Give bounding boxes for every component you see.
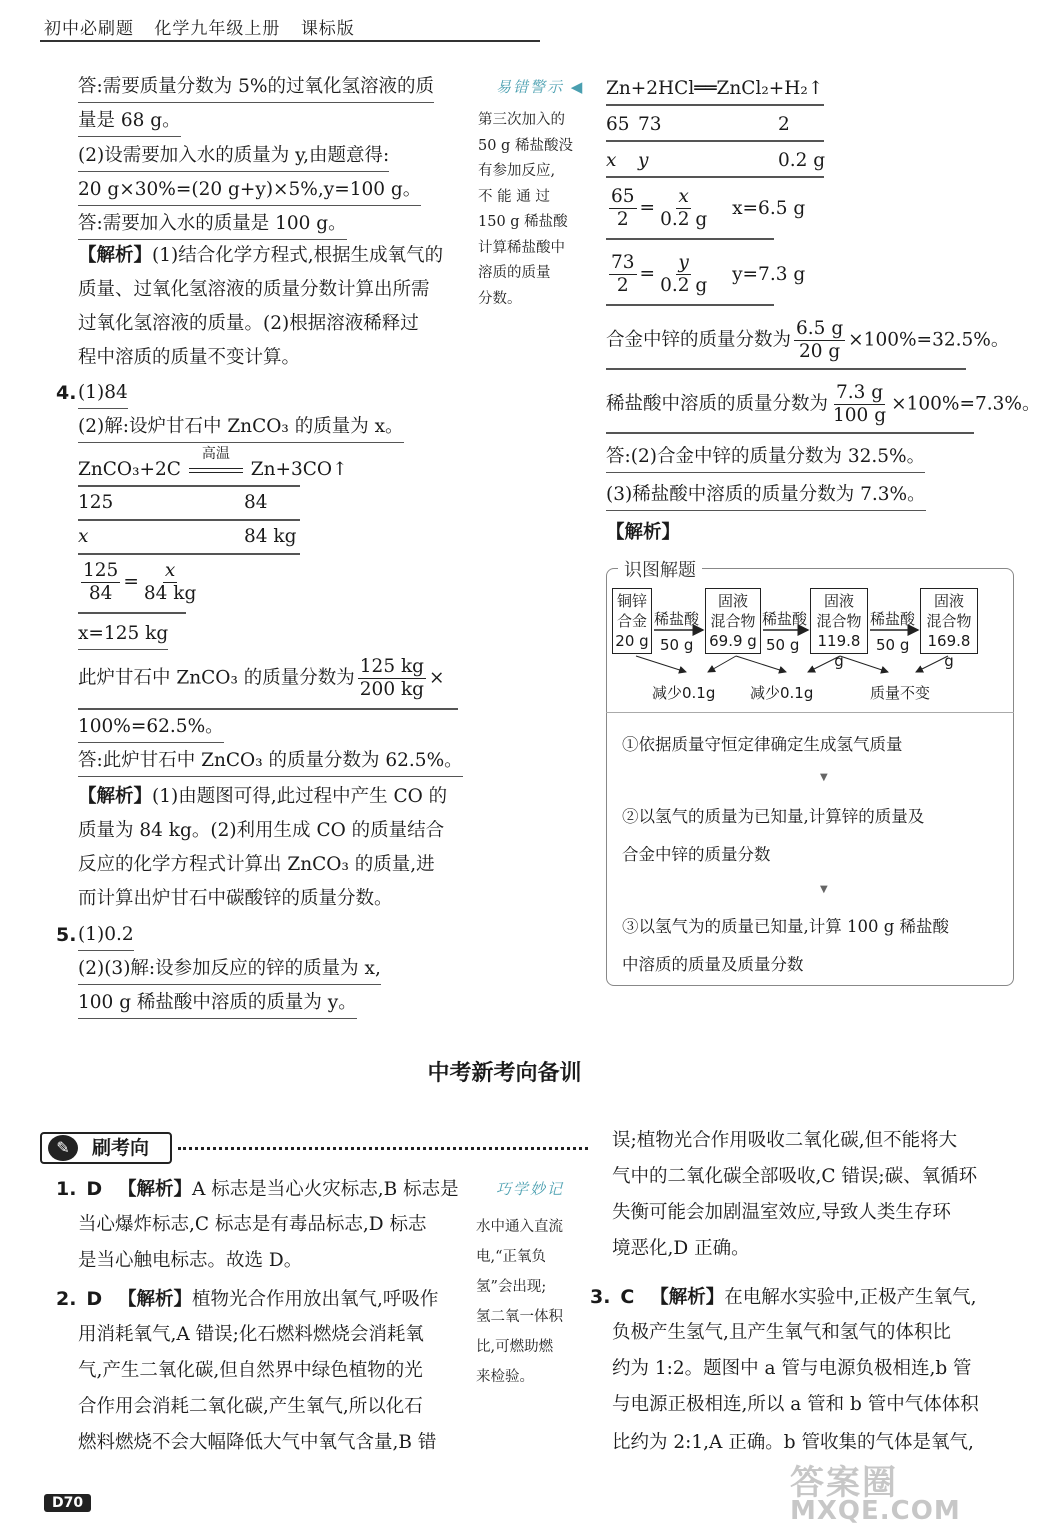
answer-line: (1)0.2: [78, 922, 134, 951]
equation-rule: [606, 304, 774, 306]
arrow-diagonal: [708, 656, 736, 672]
equation-rule: [606, 104, 824, 106]
box-line: 固液: [717, 592, 748, 610]
chemical-equation: Zn+2HCl══ZnCl₂+H₂↑: [606, 78, 824, 99]
question-number: 2.: [56, 1288, 77, 1310]
result-line: x=125 kg: [78, 621, 168, 650]
step-line: 中溶质的质量及质量分数: [622, 955, 804, 974]
analysis-text: (1)由题图可得,此过程中产生 CO 的: [152, 786, 448, 807]
equation-rule: [606, 238, 774, 240]
equation-rule: [78, 519, 300, 521]
analysis-line: 程中溶质的质量不变计算。: [78, 347, 301, 368]
arrow-diagonal: [808, 656, 840, 672]
step-line: ③以氢气为的质量已知量,计算 100 g 稀盐酸: [622, 917, 950, 936]
analysis-text: A 标志是当心火灾标志,B 标志是: [192, 1179, 459, 1200]
sidenote-line: 比,可燃助燃: [476, 1339, 554, 1355]
watermark-url: MXQE.COM: [790, 1496, 961, 1526]
answer-line: 答:需要质量分数为 5%的过氧化氢溶液的质: [78, 74, 434, 103]
sidenote-line: 第三次加入的: [478, 112, 565, 128]
question-number: 5.: [56, 924, 77, 946]
numerator: x: [164, 560, 176, 581]
equation-rule: [606, 432, 974, 434]
denominator: 84: [88, 583, 113, 604]
equation-rule: [78, 612, 186, 614]
unknown-value: x: [606, 150, 617, 171]
arrow-amount: 50 g: [876, 636, 910, 654]
equation-reactants: ZnCO₃+2C: [78, 459, 181, 480]
chemical-equation: [78, 446, 348, 483]
answer-line: 量是 68 g。: [78, 108, 181, 137]
equals: =: [123, 571, 139, 593]
equation-rule: [606, 140, 824, 142]
analysis-line: 境恶化,D 正确。: [612, 1238, 750, 1259]
answer-choice: D: [86, 1178, 103, 1200]
ratio-value: 2: [778, 114, 790, 135]
equation-rule: [606, 176, 824, 178]
analysis-line: 失衡可能会加剧温室效应,导致人类生存环: [612, 1202, 951, 1223]
analysis-line: 用消耗氧气,A 错误;化石燃料燃烧会消耗氧: [78, 1324, 424, 1345]
solution-line: (2)(3)解:设参加反应的锌的质量为 x,: [78, 956, 381, 985]
equation-rule: [78, 485, 300, 487]
page-number: D70: [44, 1494, 91, 1512]
denominator: 2: [616, 275, 629, 296]
times-sign: ×: [429, 667, 445, 689]
result-line: 100%=62.5%。: [78, 714, 224, 743]
mass-fraction-line: [606, 318, 1009, 363]
analysis-line: 而计算出炉甘石中碳酸锌的质量分数。: [78, 888, 393, 909]
dotted-divider: [178, 1147, 588, 1150]
analysis-tag: 【解析】: [606, 522, 681, 543]
subject-title: 化学九年级上册: [154, 19, 281, 39]
unknown-value: y: [638, 150, 649, 171]
mass-fraction-result: ×100%=32.5%。: [848, 329, 1010, 351]
analysis-line: 比约为 2:1,A 正确。b 管收集的气体是氧气,: [612, 1432, 974, 1453]
analysis-line: 气,产生二氧化碳,但自然界中绿色植物的光: [78, 1360, 423, 1381]
known-value: 84 kg: [244, 526, 297, 547]
known-value: 0.2 g: [778, 150, 826, 171]
denominator: 0.2 g: [660, 209, 708, 230]
box-line: 69.9 g: [709, 632, 757, 650]
equation-rule: [78, 708, 458, 710]
mass-fraction-text: 稀盐酸中溶质的质量分数为: [606, 393, 829, 415]
question-number: 1.: [56, 1178, 77, 1200]
solution-line: 100 g 稀盐酸中溶质的质量为 y。: [78, 990, 357, 1019]
box-line: 固液: [823, 592, 854, 610]
numerator: 7.3 g: [835, 382, 884, 403]
diagram-divider: [606, 712, 1014, 713]
change-label: 减少0.1g: [750, 684, 814, 702]
arrow-label: 稀盐酸: [654, 610, 700, 628]
analysis-tag: 【解析】: [118, 1289, 193, 1310]
result-value: x=6.5 g: [732, 197, 806, 219]
analysis-line: 质量、过氧化氢溶液的质量分数计算出所需: [78, 279, 430, 300]
unknown-value: x: [78, 526, 89, 547]
sidenote-line: 氢”会出现;: [476, 1279, 547, 1295]
step-line: ①依据质量守恒定律确定生成氢气质量: [622, 735, 903, 754]
question-line: [56, 1286, 438, 1313]
sidenote-line: 水中通入直流: [476, 1219, 563, 1235]
question-number: 4.: [56, 382, 77, 404]
numerator: 125 kg: [359, 656, 425, 677]
sidenote-body: [476, 1212, 563, 1392]
sidenote-line: 150 g 稀盐酸: [478, 214, 568, 230]
badge-label: 刷考向: [92, 1137, 150, 1159]
step-line: 合金中锌的质量分数: [622, 845, 771, 864]
sidenote-line: 分数。: [478, 290, 522, 307]
arrow-amount: 50 g: [766, 636, 800, 654]
sidenote-line: 有参加反应,: [478, 163, 556, 179]
ratio-value: 125: [78, 492, 114, 513]
analysis-line: 负极产生氢气,且产生氧气和氢气的体积比: [612, 1322, 951, 1343]
change-label: 减少0.1g: [652, 684, 716, 702]
answer-choice: D: [86, 1288, 103, 1310]
ratio-value: 84: [244, 492, 268, 513]
answer-line: (3)稀盐酸中溶质的质量分数为 7.3%。: [606, 482, 926, 511]
numerator: y: [678, 252, 689, 273]
equals-sign: [189, 468, 243, 473]
answer-line: 答:(2)合金中锌的质量分数为 32.5%。: [606, 444, 925, 473]
arrow-amount: 50 g: [660, 636, 694, 654]
analysis-text: (1)结合化学方程式,根据生成氧气的: [152, 245, 444, 266]
step-line: ②以氢气的质量为已知量,计算锌的质量及: [622, 807, 925, 826]
box-line: 20 g: [615, 632, 649, 650]
sidenote-title: 易错警示 ◀: [496, 78, 585, 96]
result-value: y=7.3 g: [732, 263, 806, 285]
page-header: [44, 14, 369, 39]
box-line: 混合物: [710, 612, 756, 630]
equation-rule: [606, 368, 966, 370]
analysis-tag: 【解析】: [78, 245, 153, 266]
analysis-line: 与电源正极相连,所以 a 管和 b 管中气体体积: [612, 1394, 979, 1415]
section-title: 中考新考向备训: [427, 1061, 582, 1086]
box-line: 119.8 g: [817, 632, 861, 670]
flow-arrows: [606, 600, 1006, 690]
analysis-line: [78, 243, 443, 269]
equation-rule: [78, 553, 300, 555]
arrow-diagonal: [916, 656, 948, 672]
ratio-value: 73: [638, 114, 662, 135]
mass-fraction-text: 此炉甘石中 ZnCO₃ 的质量分数为: [78, 667, 355, 689]
mass-fraction-line: [78, 656, 445, 701]
analysis-line: [78, 784, 447, 810]
solution-line: (2)设需要加入水的质量为 y,由题意得:: [78, 143, 389, 172]
box-line: 铜锌: [616, 592, 647, 610]
denominator: 0.2 g: [660, 275, 708, 296]
arrow-label: 稀盐酸: [762, 610, 808, 628]
sidenote-line: 50 g 稀盐酸没: [478, 137, 573, 154]
arrow-diagonal: [840, 656, 888, 672]
section-badge: [40, 1132, 172, 1164]
numerator: 73: [611, 252, 635, 273]
sidenote-line: 不 能 通 过: [478, 188, 550, 205]
analysis-line: 质量为 84 kg。(2)利用生成 CO 的质量结合: [78, 820, 445, 841]
analysis-line: 燃料燃烧不会大幅降低大气中氧气含量,B 错: [78, 1432, 437, 1453]
change-label: 质量不变: [870, 684, 931, 702]
answer-line: 答:此炉甘石中 ZnCO₃ 的质量分数为 62.5%。: [78, 748, 463, 777]
proportion: $\frac{65}{2}$ = $\frac{x}{0.2 g}$ x=6.5 g: [611, 186, 806, 230]
analysis-line: 过氧化氢溶液的质量。(2)根据溶液稀释过: [78, 313, 419, 334]
mass-fraction-text: 合金中锌的质量分数为: [606, 329, 792, 351]
box-line: 混合物: [926, 612, 972, 630]
box-line: 混合物: [816, 612, 862, 630]
question-line: [56, 1176, 459, 1203]
sidenote-line: 来检验。: [476, 1369, 534, 1385]
analysis-tag: 【解析】: [118, 1179, 193, 1200]
ratio-value: 65: [606, 114, 630, 135]
denominator: 20 g: [798, 341, 841, 362]
sidenote-line: 电,“正氧负: [476, 1249, 547, 1265]
pen-icon: ✎: [48, 1135, 78, 1161]
analysis-line: 是当心触电标志。故选 D。: [78, 1250, 303, 1271]
arrow-diagonal: [636, 656, 686, 672]
question-line: [590, 1284, 976, 1311]
denominator: 200 kg: [359, 679, 425, 700]
down-arrow-icon: ▼: [820, 884, 828, 895]
mass-fraction-result: ×100%=7.3%。: [891, 393, 1040, 415]
analysis-text: 在电解水实验中,正极产生氧气,: [724, 1287, 977, 1308]
box-line: 固液: [933, 592, 964, 610]
sidenote-title: 巧学妙记: [496, 1180, 565, 1198]
box-line: 合金: [616, 612, 647, 630]
box-line: 169.8 g: [927, 632, 971, 670]
analysis-line: 合作用会消耗二氧化碳,产生氧气,所以化石: [78, 1396, 423, 1417]
book-title: 初中必刷题: [44, 19, 134, 39]
denominator: 2: [616, 209, 629, 230]
numerator: 65: [611, 186, 635, 207]
analysis-line: 约为 1:2。题图中 a 管与电源负极相连,b 管: [612, 1358, 972, 1379]
watermark-logo: 答案圈: [790, 1463, 898, 1503]
analysis-line: 反应的化学方程式计算出 ZnCO₃ 的质量,进: [78, 854, 435, 875]
answer-choice: C: [620, 1286, 635, 1308]
answer-line: (1)84: [78, 380, 128, 409]
numerator: x: [678, 186, 689, 207]
answer-line: 答:需要加入水的质量是 100 g。: [78, 211, 347, 240]
solution-line: (2)解:设炉甘石中 ZnCO₃ 的质量为 x。: [78, 414, 404, 443]
question-number: 3.: [590, 1286, 611, 1308]
mass-fraction-line: [606, 382, 1040, 427]
sidenote-line: 氢二氧一体积: [476, 1309, 563, 1325]
analysis-tag: 【解析】: [650, 1287, 725, 1308]
solution-line: 20 g×30%=(20 g+y)×5%,y=100 g。: [78, 177, 421, 206]
down-arrow-icon: ▼: [820, 772, 828, 783]
sidenote-body: [478, 108, 573, 312]
arrow-label: 稀盐酸: [870, 610, 916, 628]
analysis-text: 植物光合作用放出氧气,呼吸作: [192, 1289, 439, 1310]
analysis-line: 误;植物光合作用吸收二氧化碳,但不能将大: [612, 1130, 958, 1151]
numerator: 6.5 g: [796, 318, 844, 339]
numerator: 125: [83, 560, 119, 581]
proportion: $\frac{73}{2}$ = $\frac{y}{0.2 g}$ y=7.3 g: [611, 252, 806, 296]
equation-products: Zn+3CO↑: [250, 459, 348, 480]
analysis-line: 当心爆炸标志,C 标志是有毒品标志,D 标志: [78, 1214, 427, 1235]
sidenote-line: 溶质的质量: [478, 265, 551, 281]
denominator: 84 kg: [143, 583, 197, 604]
reaction-condition: 高温: [201, 446, 230, 462]
edition-label: 课标版: [300, 19, 355, 39]
diagram-title: 识图解题: [618, 556, 702, 582]
arrow-diagonal: [736, 656, 786, 672]
sidenote-line: 计算稀盐酸中: [478, 239, 565, 256]
denominator: 100 g: [833, 405, 887, 426]
analysis-line: 气中的二氧化碳全部吸收,C 错误;碳、氧循环: [612, 1166, 978, 1187]
header-divider: [40, 40, 540, 42]
proportion: [78, 560, 201, 605]
analysis-tag: 【解析】: [78, 786, 153, 807]
